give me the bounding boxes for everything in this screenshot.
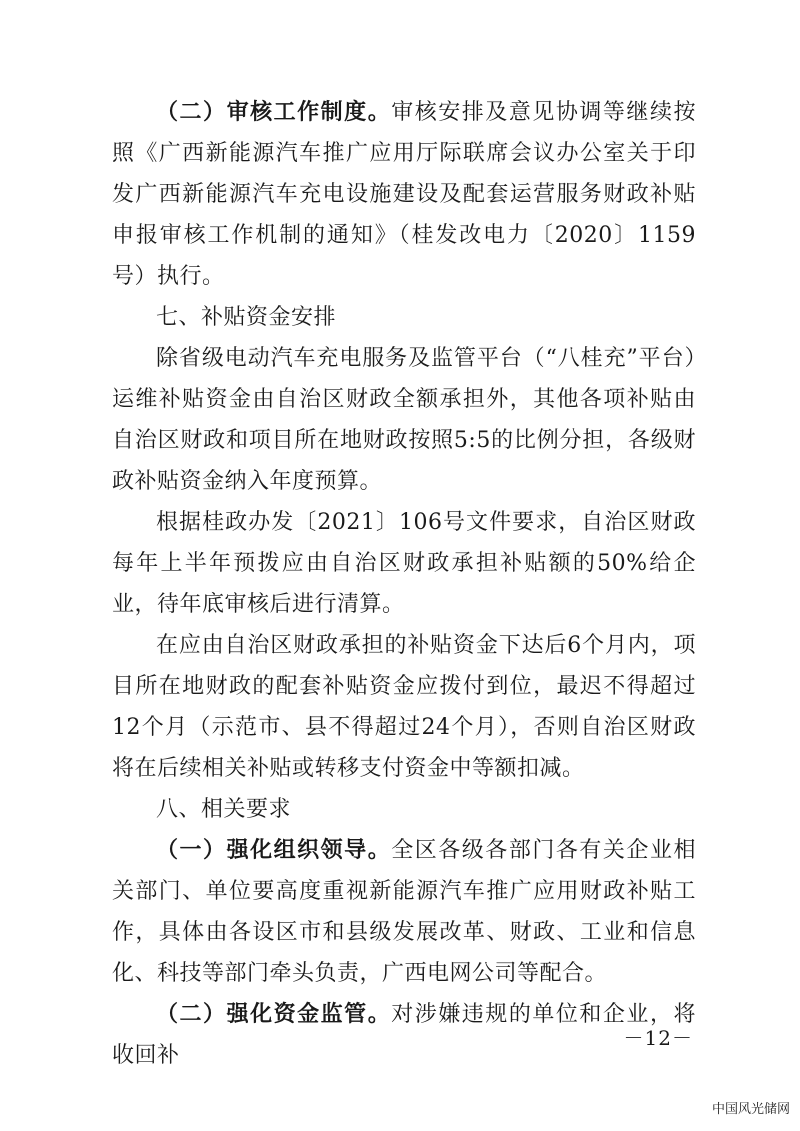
page-number: －12－ — [623, 1026, 693, 1050]
document-body — [112, 92, 696, 1076]
watermark: 中国风光储网 — [711, 1102, 790, 1117]
paragraph-prepayment — [112, 502, 696, 625]
paragraph-text: 对涉嫌违规的单位和企业，将收回补 — [112, 1002, 696, 1068]
paragraph-audit-system — [112, 92, 696, 297]
paragraph-text: 在应由自治区财政承担的补贴资金下达后6个月内，项目所在地财政的配套补贴资金应拨付到位，最迟不得超过12个月（示范市、县不得超过24个月），否则自治区财政将在后续相关补贴或转移支付资金中等额扣减。 — [112, 633, 696, 781]
paragraph-text: 除省级电动汽车充电服务及监管平台（“八桂充”平台）运维补贴资金由自治区财政全额承担外，其他各项补贴由自治区财政和项目所在地财政按照5:5的比例分担，各级财政补贴资金纳入年度预算。 — [112, 346, 696, 494]
paragraph-text: 根据桂政办发〔2021〕106号文件要求，自治区财政每年上半年预拨应由自治区财政承担补贴额的50%给企业，待年底审核后进行清算。 — [112, 510, 696, 617]
paragraph-fund-supervision — [112, 994, 696, 1076]
paragraph-text: 审核安排及意见协调等继续按照《广西新能源汽车推广应用厅际联席会议办公室关于印发广西新能源汽车充电设施建设及配套运营服务财政补贴申报审核工作机制的通知》（桂发改电力〔2020〕1159号）执行。 — [112, 100, 696, 289]
paragraph-matching-funds — [112, 625, 696, 789]
paragraph-organization-leadership — [112, 830, 696, 994]
paragraph-text: 全区各级各部门各有关企业相关部门、单位要高度重视新能源汽车推广应用财政补贴工作，具体由各设区市和县级发展改革、财政、工业和信息化、科技等部门牵头负责，广西电网公司等配合。 — [112, 838, 696, 986]
paragraph-lead: （二）强化资金监管。 — [156, 1001, 392, 1027]
paragraph-lead: （一）强化组织领导。 — [156, 837, 392, 863]
paragraph-subsidy-sharing — [112, 338, 696, 502]
section-heading-subsidy-arrangement: 七、补贴资金安排 — [156, 305, 337, 330]
section-heading-requirements: 八、相关要求 — [156, 797, 292, 822]
paragraph-lead: （二）审核工作制度。 — [156, 99, 392, 125]
